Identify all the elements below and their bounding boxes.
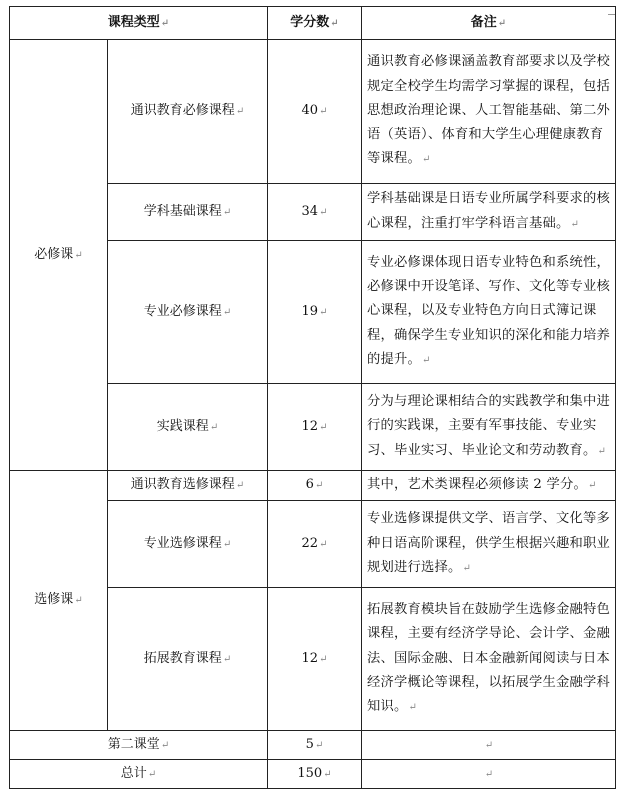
group-elective: 选修课↵ <box>10 471 108 731</box>
course-name: 实践课程↵ <box>108 384 268 471</box>
course-name: 专业必修课程↵ <box>108 241 268 384</box>
course-note: 分为与理论课相结合的实践教学和集中进行的实践课，主要有军事技能、专业实习、毕业实习、毕业论文和劳动教育。↵ <box>362 384 616 471</box>
header-notes: 备注↵ <box>362 7 616 40</box>
table-row <box>10 471 616 501</box>
header-credits: 学分数↵ <box>268 7 362 40</box>
total-credits: 150↵ <box>268 760 362 789</box>
course-note: 其中，艺术类课程必须修读 2 学分。↵ <box>362 471 616 501</box>
course-name: 专业选修课程↵ <box>108 501 268 588</box>
group-required: 必修课↵ <box>10 40 108 471</box>
second-classroom-credits: 5↵ <box>268 731 362 760</box>
table-row <box>10 40 616 184</box>
course-note: 拓展教育模块旨在鼓励学生选修金融特色课程，主要有经济学导论、会计学、金融法、国际金融、日本金融新闻阅读与日本经济学概论等课程，以拓展学生金融学科知识。↵ <box>362 588 616 731</box>
course-name: 通识教育必修课程↵ <box>108 40 268 184</box>
course-credits: 22↵ <box>268 501 362 588</box>
table-row <box>10 760 616 789</box>
curriculum-table <box>9 6 616 789</box>
course-name: 学科基础课程↵ <box>108 184 268 241</box>
total-label: 总计↵ <box>10 760 268 789</box>
header-row <box>10 7 616 40</box>
course-credits: 34↵ <box>268 184 362 241</box>
course-note: 专业选修课提供文学、语言学、文化等多种日语高阶课程，供学生根据兴趣和职业规划进行选择。↵ <box>362 501 616 588</box>
course-credits: 6↵ <box>268 471 362 501</box>
course-credits: 19↵ <box>268 241 362 384</box>
course-credits: 12↵ <box>268 384 362 471</box>
course-name: 拓展教育课程↵ <box>108 588 268 731</box>
second-classroom-note: ↵ <box>362 731 616 760</box>
course-note: 专业必修课体现日语专业特色和系统性，必修课中开设笔译、写作、文化等专业核心课程，以及专业特色方向日式簿记课程，确保学生专业知识的深化和能力培养的提升。↵ <box>362 241 616 384</box>
total-note: ↵ <box>362 760 616 789</box>
course-name: 通识教育选修课程↵ <box>108 471 268 501</box>
course-note: 学科基础课是日语专业所属学科要求的核心课程，注重打牢学科语言基础。↵ <box>362 184 616 241</box>
course-credits: 40↵ <box>268 40 362 184</box>
header-type: 课程类型↵ <box>10 7 268 40</box>
course-note: 通识教育必修课涵盖教育部要求以及学校规定全校学生均需学习掌握的课程，包括思想政治理论课、人工智能基础、第二外语（英语）、体育和大学生心理健康教育等课程。↵ <box>362 40 616 184</box>
table-row <box>10 731 616 760</box>
course-credits: 12↵ <box>268 588 362 731</box>
second-classroom-label: 第二课堂↵ <box>10 731 268 760</box>
